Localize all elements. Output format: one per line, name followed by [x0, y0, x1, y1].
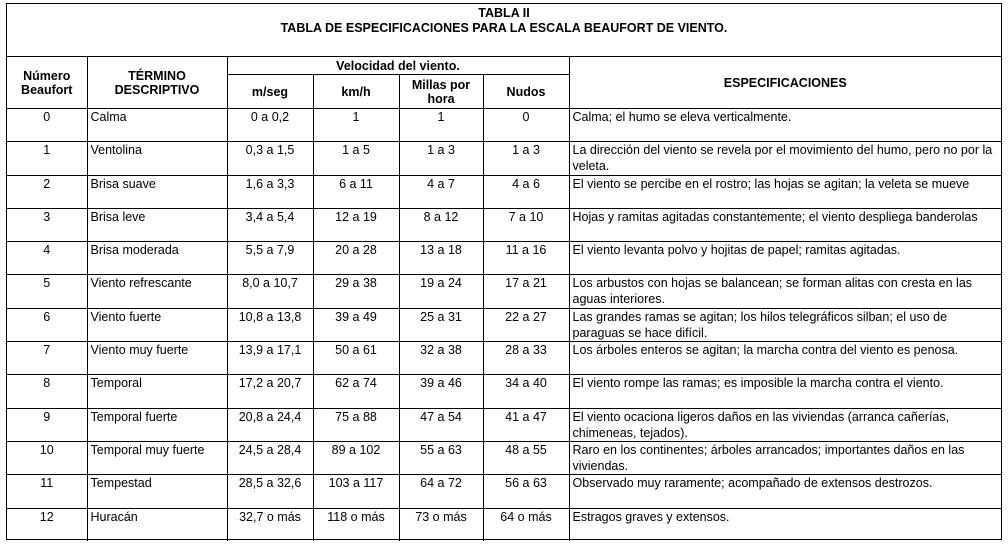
- cell-mseg: 0,3 a 1,5: [227, 142, 313, 175]
- cell-termino: Temporal fuerte: [87, 408, 227, 441]
- cell-kmh: 75 a 88: [313, 408, 399, 441]
- table-row: [7, 475, 1001, 508]
- cell-kmh: 50 a 61: [313, 342, 399, 375]
- cell-mseg: 13,9 a 17,1: [227, 342, 313, 375]
- cell-especificacion: El viento se percibe en el rostro; las hojas se agitan; la veleta se mueve: [569, 175, 1001, 208]
- cell-millas: 8 a 12: [399, 208, 483, 241]
- table-row: [7, 142, 1001, 175]
- cell-especificacion: El viento ocaciona ligeros daños en las viviendas (arranca cañerías, chimeneas, tejados).: [569, 408, 1001, 441]
- cell-termino: Viento refrescante: [87, 275, 227, 308]
- cell-numero: 2: [7, 175, 87, 208]
- table-row: [7, 242, 1001, 275]
- cell-numero: 0: [7, 109, 87, 142]
- cell-nudos: 48 a 55: [483, 441, 569, 474]
- table-row: [7, 175, 1001, 208]
- header-millas: Millas por hora: [399, 75, 483, 109]
- table-row: [7, 275, 1001, 308]
- cell-millas: 1 a 3: [399, 142, 483, 175]
- cell-termino: Viento muy fuerte: [87, 342, 227, 375]
- cell-numero: 7: [7, 342, 87, 375]
- cell-termino: Brisa moderada: [87, 242, 227, 275]
- cell-especificacion: Estragos graves y extensos.: [569, 508, 1001, 541]
- title-line-2: TABLA DE ESPECIFICACIONES PARA LA ESCALA BEAUFORT DE VIENTO.: [280, 21, 728, 35]
- header-velocidad: Velocidad del viento.: [227, 57, 569, 75]
- header-nudos: Nudos: [483, 75, 569, 109]
- cell-nudos: 7 a 10: [483, 208, 569, 241]
- cell-mseg: 17,2 a 20,7: [227, 375, 313, 408]
- cell-millas: 25 a 31: [399, 308, 483, 341]
- table-row: [7, 375, 1001, 408]
- cell-especificacion: La dirección del viento se revela por el movimiento del humo, pero no por la veleta.: [569, 142, 1001, 175]
- cell-mseg: 1,6 a 3,3: [227, 175, 313, 208]
- header-termino: TÉRMINO DESCRIPTIVO: [87, 57, 227, 109]
- cell-especificacion: Las grandes ramas se agitan; los hilos telegráficos silban; el uso de paraguas se hace difícil.: [569, 308, 1001, 341]
- table-title: [7, 4, 1001, 56]
- cell-especificacion: Hojas y ramitas agitadas constantemente; el viento despliega banderolas: [569, 208, 1001, 241]
- cell-kmh: 1: [313, 109, 399, 142]
- cell-millas: 13 a 18: [399, 242, 483, 275]
- cell-nudos: 11 a 16: [483, 242, 569, 275]
- cell-especificacion: El viento levanta polvo y hojitas de papel; ramitas agitadas.: [569, 242, 1001, 275]
- cell-millas: 1: [399, 109, 483, 142]
- header-mseg: m/seg: [227, 75, 313, 109]
- cell-kmh: 29 a 38: [313, 275, 399, 308]
- title-line-1: TABLA II: [478, 6, 530, 20]
- cell-nudos: 22 a 27: [483, 308, 569, 341]
- cell-numero: 10: [7, 441, 87, 474]
- table-row: [7, 308, 1001, 341]
- cell-kmh: 6 a 11: [313, 175, 399, 208]
- cell-especificacion: Los arbustos con hojas se balancean; se forman alitas con cresta en las aguas interiores.: [569, 275, 1001, 308]
- cell-nudos: 17 a 21: [483, 275, 569, 308]
- cell-millas: 19 a 24: [399, 275, 483, 308]
- cell-kmh: 89 a 102: [313, 441, 399, 474]
- header-numero: Número Beaufort: [7, 57, 87, 109]
- cell-termino: Brisa leve: [87, 208, 227, 241]
- cell-mseg: 5,5 a 7,9: [227, 242, 313, 275]
- cell-especificacion: Calma; el humo se eleva verticalmente.: [569, 109, 1001, 142]
- cell-nudos: 41 a 47: [483, 408, 569, 441]
- table-body: [7, 109, 1001, 541]
- cell-mseg: 20,8 a 24,4: [227, 408, 313, 441]
- cell-numero: 4: [7, 242, 87, 275]
- header-kmh: km/h: [313, 75, 399, 109]
- cell-nudos: 28 a 33: [483, 342, 569, 375]
- header-especificaciones: ESPECIFICACIONES: [569, 57, 1001, 109]
- cell-numero: 12: [7, 508, 87, 541]
- cell-nudos: 56 a 63: [483, 475, 569, 508]
- cell-numero: 11: [7, 475, 87, 508]
- cell-mseg: 10,8 a 13,8: [227, 308, 313, 341]
- table-row: [7, 342, 1001, 375]
- table-frame: [6, 3, 1002, 540]
- cell-especificacion: Los árboles enteros se agitan; la marcha contra del viento es penosa.: [569, 342, 1001, 375]
- table-row: [7, 508, 1001, 541]
- table-row: [7, 441, 1001, 474]
- cell-millas: 39 a 46: [399, 375, 483, 408]
- cell-mseg: 8,0 a 10,7: [227, 275, 313, 308]
- cell-mseg: 0 a 0,2: [227, 109, 313, 142]
- cell-kmh: 39 a 49: [313, 308, 399, 341]
- cell-kmh: 62 a 74: [313, 375, 399, 408]
- cell-numero: 9: [7, 408, 87, 441]
- cell-mseg: 32,7 o más: [227, 508, 313, 541]
- cell-especificacion: Raro en los continentes; árboles arrancados; importantes daños en las viviendas.: [569, 441, 1001, 474]
- cell-termino: Calma: [87, 109, 227, 142]
- cell-termino: Temporal: [87, 375, 227, 408]
- cell-kmh: 1 a 5: [313, 142, 399, 175]
- cell-millas: 32 a 38: [399, 342, 483, 375]
- cell-especificacion: Observado muy raramente; acompañado de extensos destrozos.: [569, 475, 1001, 508]
- cell-termino: Tempestad: [87, 475, 227, 508]
- table-row: [7, 408, 1001, 441]
- cell-termino: Ventolina: [87, 142, 227, 175]
- cell-mseg: 3,4 a 5,4: [227, 208, 313, 241]
- beaufort-table: [7, 56, 1001, 541]
- cell-numero: 5: [7, 275, 87, 308]
- cell-numero: 8: [7, 375, 87, 408]
- cell-termino: Huracán: [87, 508, 227, 541]
- cell-termino: Brisa suave: [87, 175, 227, 208]
- cell-nudos: 64 o más: [483, 508, 569, 541]
- cell-millas: 55 a 63: [399, 441, 483, 474]
- cell-termino: Viento fuerte: [87, 308, 227, 341]
- cell-termino: Temporal muy fuerte: [87, 441, 227, 474]
- cell-millas: 73 o más: [399, 508, 483, 541]
- cell-millas: 4 a 7: [399, 175, 483, 208]
- cell-nudos: 0: [483, 109, 569, 142]
- cell-numero: 3: [7, 208, 87, 241]
- cell-kmh: 103 a 117: [313, 475, 399, 508]
- cell-especificacion: El viento rompe las ramas; es imposible la marcha contra el viento.: [569, 375, 1001, 408]
- cell-nudos: 1 a 3: [483, 142, 569, 175]
- cell-mseg: 24,5 a 28,4: [227, 441, 313, 474]
- cell-nudos: 4 a 6: [483, 175, 569, 208]
- cell-kmh: 12 a 19: [313, 208, 399, 241]
- cell-kmh: 118 o más: [313, 508, 399, 541]
- cell-millas: 47 a 54: [399, 408, 483, 441]
- cell-millas: 64 a 72: [399, 475, 483, 508]
- cell-kmh: 20 a 28: [313, 242, 399, 275]
- cell-mseg: 28,5 a 32,6: [227, 475, 313, 508]
- table-row: [7, 208, 1001, 241]
- table-row: [7, 109, 1001, 142]
- cell-nudos: 34 a 40: [483, 375, 569, 408]
- cell-numero: 1: [7, 142, 87, 175]
- cell-numero: 6: [7, 308, 87, 341]
